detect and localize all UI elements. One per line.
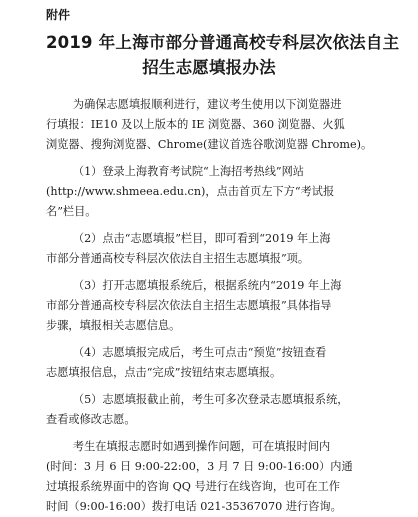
paragraph-line: 市部分普通高校专科层次依法自主招生志愿填报”项。: [46, 252, 310, 265]
title-line: 招生志愿填报办法: [142, 58, 276, 77]
paragraph-line: 行填报：IE10 及以上版本的 IE 浏览器、360 浏览器、火狐: [46, 118, 345, 131]
paragraph-line: （2）点击“志愿填报”栏目，即可看到“2019 年上海: [72, 232, 331, 245]
paragraph-step-3: [46, 276, 372, 336]
paragraph-line: 市部分普通高校专科层次依法自主招生志愿填报”具体指导: [46, 299, 332, 312]
paragraph-line: 考生在填报志愿时如遇到操作问题，可在填报时间内: [72, 440, 331, 453]
paragraph-line: （3）打开志愿填报系统后，根据系统内“2019 年上海: [72, 279, 342, 292]
paragraph-step-1: [46, 162, 372, 222]
paragraph-step-5: [46, 390, 372, 430]
paragraph-line: (时间：3 月 6 日 9:00-22:00，3 月 7 日 9:00-16:00）内通: [46, 460, 353, 473]
attachment-label: 附件: [46, 8, 71, 22]
paragraph-line: 名”栏目。: [46, 205, 97, 218]
paragraph-line: 志愿填报信息，点击“完成”按钮结束志愿填报。: [46, 366, 282, 379]
paragraph-line: 步骤，填报相关志愿信息。: [46, 319, 181, 332]
paragraph-line: （5）志愿填报截止前，考生可多次登录志愿填报系统，: [72, 393, 349, 406]
paragraph-line: 时间（9:00-16:00）拨打电话 021-35367070 进行咨询。: [46, 500, 342, 513]
paragraph-line: （4）志愿填报完成后，考生可点击“预览”按钮查看: [72, 346, 327, 359]
paragraph-line: 查看或修改志愿。: [46, 413, 136, 426]
document-title: [46, 30, 400, 80]
paragraph-step-2: [46, 229, 372, 269]
paragraph-support-contact: [46, 437, 372, 517]
paragraph-line: 过填报系统界面中的咨询 QQ 号进行在线咨询，也可在工作: [46, 480, 340, 493]
paragraph-browser-advice: [46, 95, 372, 155]
paragraph-line: 浏览器、搜狗浏览器、Chrome(建议首选谷歌浏览器 Chrome)。: [46, 138, 373, 151]
paragraph-line: （1）登录上海教育考试院“上海招考热线”网站: [72, 165, 304, 178]
paragraph-step-4: [46, 343, 372, 383]
paragraph-line: (http://www.shmeea.edu.cn)，点击首页左下方“考试报: [46, 185, 335, 198]
paragraph-line: 为确保志愿填报顺利进行，建议考生使用以下浏览器进: [72, 98, 342, 111]
title-line: 2019 年上海市部分普通高校专科层次依法自主: [46, 33, 400, 52]
